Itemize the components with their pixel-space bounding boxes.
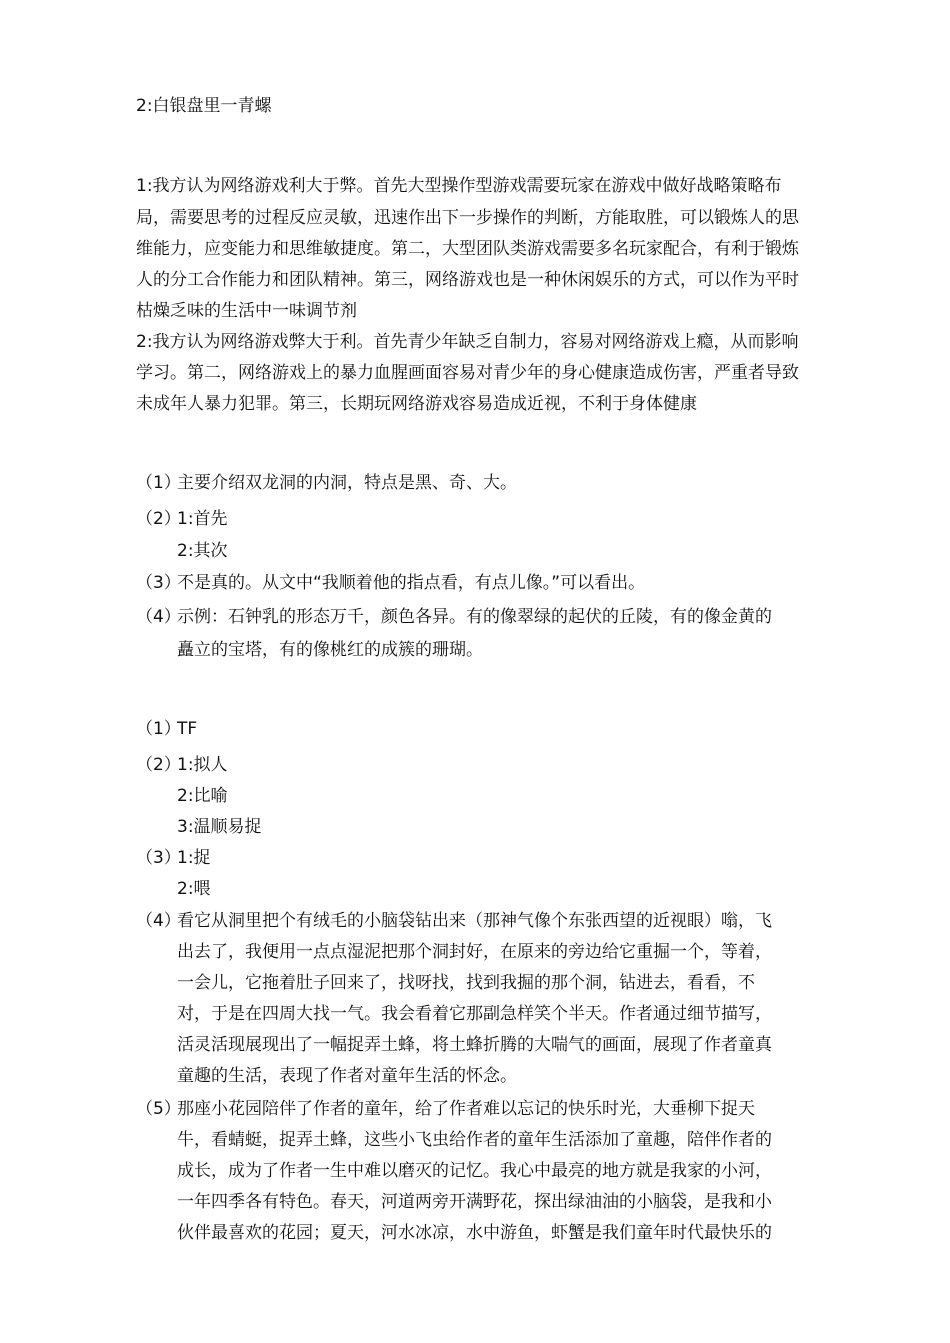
answer-line: 成长，成为了作者一生中难以磨灭的记忆。我心中最亮的地方就是我家的小河， [177,1161,772,1181]
answer-line: 出去了，我便用一点点湿泥把那个洞封好，在原来的旁边给它重掘一个，等着， [177,942,772,962]
answer-line: 主要介绍双龙洞的内洞，特点是黑、奇、大。 [177,473,517,493]
answer-line: 一年四季各有特色。春天，河道两旁开满野花，探出绿油油的小脑袋，是我和小 [177,1192,772,1212]
paragraph-line: 人的分工合作能力和团队精神。第三，网络游戏也是一种休闲娱乐的方式，可以作为平时 [136,270,799,290]
question-number: （5） [136,1099,181,1119]
answer-line: 矗立的宝塔，有的像桃红的成簇的珊瑚。 [177,640,483,660]
paragraph-line: 局，需要思考的过程反应灵敏，迅速作出下一步操作的判断，方能取胜，可以锻炼人的思 [136,208,799,228]
paragraph-line: 枯燥乏味的生活中一味调节剂 [136,301,357,321]
answer-line: 那座小花园陪伴了作者的童年，给了作者难以忘记的快乐时光，大垂柳下捉天 [177,1099,755,1119]
answer-line: 1:首先 [177,509,228,529]
question-number: （2） [136,755,181,775]
answer-line: 童趣的生活，表现了作者对童年生活的怀念。 [177,1066,517,1086]
paragraph-line: 1:我方认为网络游戏利大于弊。首先大型操作型游戏需要玩家在游戏中做好战略策略布 [136,176,782,196]
answer-line: 不是真的。从文中“我顺着他的指点看，有点儿像。”可以看出。 [177,573,646,593]
question-number: （1） [136,473,181,493]
paragraph-line: 维能力，应变能力和思维敏捷度。第二，大型团队类游戏需要多名玩家配合，有利于锻炼 [136,239,799,259]
answer-line: 1:捉 [177,848,211,868]
answer-line: 伙伴最喜欢的花园；夏天，河水冰凉，水中游鱼，虾蟹是我们童年时代最快乐的 [177,1223,772,1243]
question-number: （3） [136,573,181,593]
question-number: （1） [136,719,181,739]
answer-line: 2:白银盘里一青螺 [136,96,272,116]
answer-line: 活灵活现展现出了一幅捉弄土蜂，将土蜂折腾的大喘气的画面，展现了作者童真 [177,1035,772,1055]
paragraph-line: 学习。第二，网络游戏上的暴力血腥画面容易对青少年的身心健康造成伤害，严重者导致 [136,363,799,383]
paragraph-line: 未成年人暴力犯罪。第三，长期玩网络游戏容易造成近视，不利于身体健康 [136,394,697,414]
answer-line: 3:温顺易捉 [177,817,262,837]
answer-line: 对，于是在四周大找一气。我会看着它那副急样笑个半天。作者通过细节描写， [177,1004,772,1024]
question-number: （4） [136,607,181,627]
question-number: （2） [136,509,181,529]
answer-line: 2:比喻 [177,786,228,806]
question-number: （3） [136,848,181,868]
answer-line: 牛，看蜻蜓，捉弄土蜂，这些小飞虫给作者的童年生活添加了童趣，陪伴作者的 [177,1130,772,1150]
question-number: （4） [136,911,181,931]
answer-line: 示例：石钟乳的形态万千，颜色各异。有的像翠绿的起伏的丘陵，有的像金黄的 [177,607,772,627]
answer-line: 一会儿，它拖着肚子回来了，找呀找，找到我掘的那个洞，钻进去，看看，不 [177,973,755,993]
answer-line: 2:喂 [177,879,211,899]
answer-line: 1:拟人 [177,755,228,775]
paragraph-line: 2:我方认为网络游戏弊大于利。首先青少年缺乏自制力，容易对网络游戏上瘾，从而影响 [136,332,799,352]
answer-line: 看它从洞里把个有绒毛的小脑袋钻出来（那神气像个东张西望的近视眼）嗡，飞 [177,911,772,931]
answer-line: 2:其次 [177,541,228,561]
answer-line: TF [177,719,198,739]
